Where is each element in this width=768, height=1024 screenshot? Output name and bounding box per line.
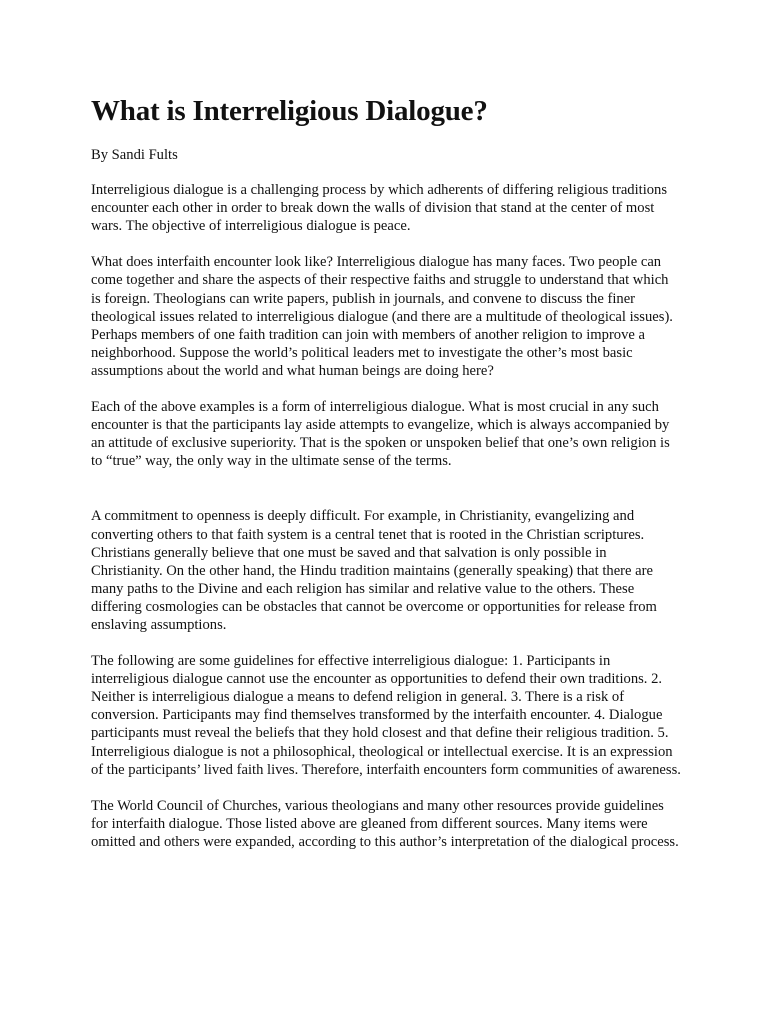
document-page — [91, 93, 681, 869]
paragraph-intro: Interreligious dialogue is a challenging process by which adherents of differing religious traditions encounter each other in order to break down the walls of division that stand at the center of most wars. The objective of interreligious dialogue is peace. — [91, 182, 668, 235]
paragraph-faces: What does interfaith encounter look like? Interreligious dialogue has many faces. Two people can come together and share the aspects of their respective faiths and struggle to understand that which is foreign. Theologians can write papers, publish in journals, and convene to discuss the finer theological issues related to interreligious dialogue (and there are a multitude of theological issues). Perhaps members of one faith tradition can join with members of another religion to improve a neighborhood. Suppose the world’s political leaders met to investigate the other’s most basic assumptions about the world and what human beings are doing here? — [91, 254, 673, 379]
author-byline: By Sandi Fults — [91, 147, 178, 163]
paragraph-examples: Each of the above examples is a form of interreligious dialogue. What is most crucial in any such encounter is that the participants lay aside attempts to evangelize, which is always accompanied by an attitude of exclusive superiority. That is the spoken or unspoken belief that one’s own religion is to “true” way, the only way in the ultimate sense of the terms. — [91, 399, 670, 470]
paragraph-guidelines: The following are some guidelines for effective interreligious dialogue: 1. Participants in interreligious dialogue cannot use the encounter as opportunities to defend their own traditions. 2. Neither is interreligious dialogue a means to defend religion in general. 3. There is a risk of conversion. Participants may find themselves transformed by the interfaith encounter. 4. Dialogue participants must reveal the beliefs that they hold closest and that define their religious tradition. 5. Interreligious dialogue is not a philosophical, theological or intellectual exercise. It is an expression of the participants’ lived faith lives. Therefore, interfaith encounters form communities of awareness. — [91, 653, 681, 778]
document-title: What is Interreligious Dialogue? — [91, 95, 488, 127]
paragraph-openness: A commitment to openness is deeply difficult. For example, in Christianity, evangelizing and converting others to that faith system is a central tenet that is rooted in the Christian scriptures. Christians generally believe that one must be saved and that salvation is only possible in Christianity. On the other hand, the Hindu tradition maintains (generally speaking) that there are many paths to the Divine and each religion has similar and relative value to the others. These differing cosmologies can be obstacles that cannot be overcome or opportunities for release from enslaving assumptions. — [91, 508, 657, 633]
paragraph-sources: The World Council of Churches, various theologians and many other resources provide guidelines for interfaith dialogue. Those listed above are gleaned from different sources. Many items were omitted and others were expanded, according to this author’s interpretation of the dialogical process. — [91, 797, 679, 850]
